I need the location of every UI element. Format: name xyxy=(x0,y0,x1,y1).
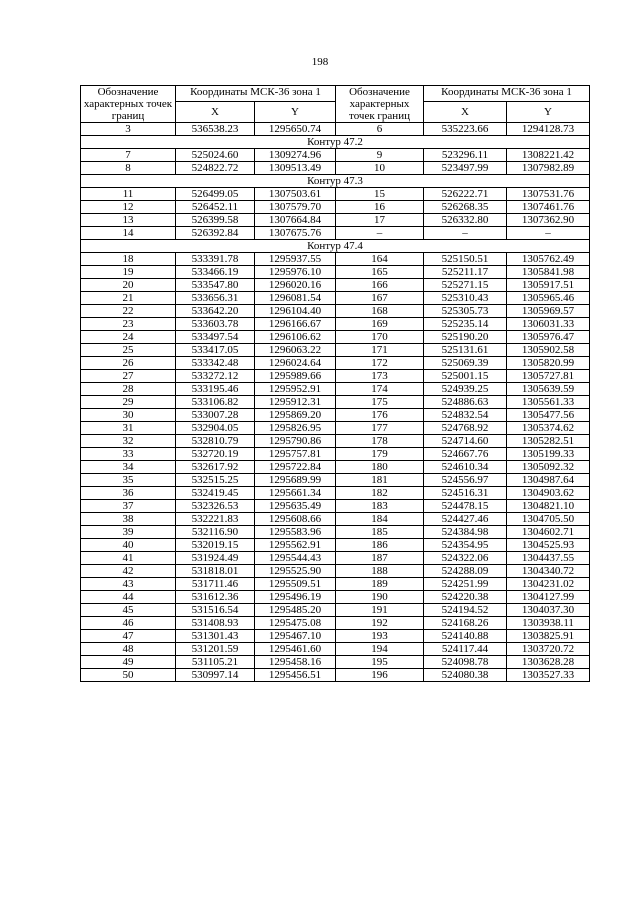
cell-point-left: 45 xyxy=(81,604,176,617)
cell-y-right: 1305841.98 xyxy=(507,266,590,279)
cell-y-right: 1303720.72 xyxy=(507,643,590,656)
table-row xyxy=(81,344,590,357)
cell-x-right: 524098.78 xyxy=(424,656,507,669)
cell-y-right: 1304231.02 xyxy=(507,578,590,591)
cell-y-left: 1296106.62 xyxy=(255,331,336,344)
cell-x-right: 524427.46 xyxy=(424,513,507,526)
cell-point-right: 183 xyxy=(336,500,424,513)
cell-y-right: 1307531.76 xyxy=(507,188,590,201)
cell-x-left: 533603.78 xyxy=(176,318,255,331)
table-row xyxy=(81,201,590,214)
contour-row xyxy=(81,136,590,149)
cell-y-right: 1303938.11 xyxy=(507,617,590,630)
table-row xyxy=(81,656,590,669)
header-point-left: Обозначение характерных точек границ xyxy=(81,86,176,123)
cell-x-left: 532419.45 xyxy=(176,487,255,500)
cell-point-left: 41 xyxy=(81,552,176,565)
cell-point-right: 179 xyxy=(336,448,424,461)
cell-y-left: 1295544.43 xyxy=(255,552,336,565)
cell-y-right: 1305639.59 xyxy=(507,383,590,396)
cell-y-left: 1296020.16 xyxy=(255,279,336,292)
cell-x-left: 533106.82 xyxy=(176,396,255,409)
cell-y-left: 1296063.22 xyxy=(255,344,336,357)
cell-y-left: 1295952.91 xyxy=(255,383,336,396)
table-row xyxy=(81,539,590,552)
cell-x-left: 532326.53 xyxy=(176,500,255,513)
cell-point-left: 24 xyxy=(81,331,176,344)
cell-x-right: 524288.09 xyxy=(424,565,507,578)
cell-y-left: 1295458.16 xyxy=(255,656,336,669)
table-row xyxy=(81,617,590,630)
table-row xyxy=(81,461,590,474)
cell-point-left: 49 xyxy=(81,656,176,669)
cell-x-left: 531301.43 xyxy=(176,630,255,643)
cell-x-left: 531201.59 xyxy=(176,643,255,656)
cell-point-right: 189 xyxy=(336,578,424,591)
cell-y-right: 1305477.56 xyxy=(507,409,590,422)
cell-x-right: 524080.38 xyxy=(424,669,507,682)
cell-y-left: 1296024.64 xyxy=(255,357,336,370)
cell-y-left: 1295525.90 xyxy=(255,565,336,578)
cell-y-right: 1307461.76 xyxy=(507,201,590,214)
table-row xyxy=(81,500,590,513)
cell-y-right: 1306031.33 xyxy=(507,318,590,331)
cell-y-left: 1295496.19 xyxy=(255,591,336,604)
cell-point-left: 36 xyxy=(81,487,176,500)
cell-y-right: 1305976.47 xyxy=(507,331,590,344)
cell-y-right: 1304602.71 xyxy=(507,526,590,539)
contour-label: Контур 47.3 xyxy=(81,175,590,188)
cell-point-left: 37 xyxy=(81,500,176,513)
cell-point-right: 6 xyxy=(336,123,424,136)
cell-y-left: 1307503.61 xyxy=(255,188,336,201)
cell-y-right: 1304821.10 xyxy=(507,500,590,513)
table-row xyxy=(81,409,590,422)
cell-point-left: 30 xyxy=(81,409,176,422)
table-row xyxy=(81,383,590,396)
cell-y-right: 1305561.33 xyxy=(507,396,590,409)
cell-x-right: 525271.15 xyxy=(424,279,507,292)
cell-y-right: 1294128.73 xyxy=(507,123,590,136)
cell-y-right: 1307982.89 xyxy=(507,162,590,175)
cell-point-left: 39 xyxy=(81,526,176,539)
cell-x-left: 525024.60 xyxy=(176,149,255,162)
table-row xyxy=(81,318,590,331)
cell-point-left: 22 xyxy=(81,305,176,318)
cell-point-left: 21 xyxy=(81,292,176,305)
table-row xyxy=(81,331,590,344)
header-x-left: X xyxy=(176,101,255,122)
cell-x-left: 532810.79 xyxy=(176,435,255,448)
cell-point-right: 10 xyxy=(336,162,424,175)
cell-y-left: 1295757.81 xyxy=(255,448,336,461)
cell-y-left: 1295912.31 xyxy=(255,396,336,409)
cell-y-right: 1303527.33 xyxy=(507,669,590,682)
cell-y-left: 1309513.49 xyxy=(255,162,336,175)
cell-x-left: 533342.48 xyxy=(176,357,255,370)
cell-x-left: 533417.05 xyxy=(176,344,255,357)
cell-y-left: 1295790.86 xyxy=(255,435,336,448)
cell-y-right: 1308221.42 xyxy=(507,149,590,162)
cell-point-left: 42 xyxy=(81,565,176,578)
cell-point-left: 40 xyxy=(81,539,176,552)
cell-y-right: 1305762.49 xyxy=(507,253,590,266)
cell-x-right: 524117.44 xyxy=(424,643,507,656)
cell-x-right: 525235.14 xyxy=(424,318,507,331)
cell-point-left: 47 xyxy=(81,630,176,643)
cell-y-right: 1305820.99 xyxy=(507,357,590,370)
cell-point-left: 18 xyxy=(81,253,176,266)
cell-y-right: 1307362.90 xyxy=(507,214,590,227)
table-row xyxy=(81,578,590,591)
table-row xyxy=(81,552,590,565)
table-row xyxy=(81,422,590,435)
cell-y-left: 1295722.84 xyxy=(255,461,336,474)
cell-point-left: 8 xyxy=(81,162,176,175)
cell-point-right: 171 xyxy=(336,344,424,357)
cell-x-right: 525001.15 xyxy=(424,370,507,383)
cell-y-right: 1304987.64 xyxy=(507,474,590,487)
cell-y-left: 1295635.49 xyxy=(255,500,336,513)
cell-x-right: 524251.99 xyxy=(424,578,507,591)
cell-x-right: 524768.92 xyxy=(424,422,507,435)
cell-x-right: 524516.31 xyxy=(424,487,507,500)
cell-point-right: 184 xyxy=(336,513,424,526)
cell-y-left: 1295475.08 xyxy=(255,617,336,630)
cell-y-left: 1307675.76 xyxy=(255,227,336,240)
cell-x-right: 524220.38 xyxy=(424,591,507,604)
table-row xyxy=(81,227,590,240)
cell-y-right: 1303628.28 xyxy=(507,656,590,669)
cell-x-right: 524140.88 xyxy=(424,630,507,643)
cell-point-right: 173 xyxy=(336,370,424,383)
cell-x-right: 526222.71 xyxy=(424,188,507,201)
cell-y-right: 1304037.30 xyxy=(507,604,590,617)
header-coords-right: Координаты МСК-36 зона 1 xyxy=(424,86,590,102)
cell-point-right: 196 xyxy=(336,669,424,682)
cell-x-right: 526268.35 xyxy=(424,201,507,214)
cell-point-right: 188 xyxy=(336,565,424,578)
cell-y-right: 1305969.57 xyxy=(507,305,590,318)
cell-y-right: 1305902.58 xyxy=(507,344,590,357)
table-row xyxy=(81,526,590,539)
table-row xyxy=(81,396,590,409)
cell-y-left: 1295461.60 xyxy=(255,643,336,656)
cell-y-left: 1295562.91 xyxy=(255,539,336,552)
cell-y-right: 1305965.46 xyxy=(507,292,590,305)
table-row xyxy=(81,162,590,175)
page-number: 198 xyxy=(311,56,329,68)
cell-x-right: 524194.52 xyxy=(424,604,507,617)
cell-x-right: 524354.95 xyxy=(424,539,507,552)
cell-x-right: 524610.34 xyxy=(424,461,507,474)
table-row xyxy=(81,435,590,448)
cell-x-right: 535223.66 xyxy=(424,123,507,136)
cell-y-left: 1295989.66 xyxy=(255,370,336,383)
cell-x-right: – xyxy=(424,227,507,240)
cell-x-left: 531924.49 xyxy=(176,552,255,565)
cell-y-left: 1295826.95 xyxy=(255,422,336,435)
table-row xyxy=(81,448,590,461)
cell-point-right: 16 xyxy=(336,201,424,214)
cell-y-right: 1304127.99 xyxy=(507,591,590,604)
cell-x-left: 533656.31 xyxy=(176,292,255,305)
cell-x-left: 531408.93 xyxy=(176,617,255,630)
table-row xyxy=(81,604,590,617)
cell-x-left: 533195.46 xyxy=(176,383,255,396)
cell-x-left: 532720.19 xyxy=(176,448,255,461)
header-coords-left: Координаты МСК-36 зона 1 xyxy=(176,86,336,102)
cell-point-left: 25 xyxy=(81,344,176,357)
cell-x-right: 524939.25 xyxy=(424,383,507,396)
cell-x-left: 532019.15 xyxy=(176,539,255,552)
cell-point-right: 165 xyxy=(336,266,424,279)
cell-point-right: 164 xyxy=(336,253,424,266)
cell-point-right: 186 xyxy=(336,539,424,552)
cell-y-right: 1305727.81 xyxy=(507,370,590,383)
table-body xyxy=(81,123,590,682)
cell-y-right: 1305374.62 xyxy=(507,422,590,435)
cell-point-left: 33 xyxy=(81,448,176,461)
table-row xyxy=(81,188,590,201)
cell-x-left: 533007.28 xyxy=(176,409,255,422)
header-y-left: Y xyxy=(255,101,336,122)
contour-row xyxy=(81,240,590,253)
cell-point-right: 182 xyxy=(336,487,424,500)
cell-y-right: 1305917.51 xyxy=(507,279,590,292)
cell-point-left: 29 xyxy=(81,396,176,409)
cell-point-left: 23 xyxy=(81,318,176,331)
table-row xyxy=(81,214,590,227)
cell-x-right: 525305.73 xyxy=(424,305,507,318)
contour-label: Контур 47.4 xyxy=(81,240,590,253)
cell-x-left: 530997.14 xyxy=(176,669,255,682)
table-row xyxy=(81,487,590,500)
cell-y-left: 1307579.70 xyxy=(255,201,336,214)
cell-point-left: 13 xyxy=(81,214,176,227)
cell-point-left: 43 xyxy=(81,578,176,591)
cell-point-left: 44 xyxy=(81,591,176,604)
cell-point-right: 190 xyxy=(336,591,424,604)
cell-y-left: 1295509.51 xyxy=(255,578,336,591)
cell-point-right: 167 xyxy=(336,292,424,305)
cell-x-left: 531612.36 xyxy=(176,591,255,604)
table-row xyxy=(81,292,590,305)
cell-point-right: – xyxy=(336,227,424,240)
cell-point-left: 46 xyxy=(81,617,176,630)
cell-point-right: 176 xyxy=(336,409,424,422)
cell-point-right: 166 xyxy=(336,279,424,292)
cell-x-left: 533547.80 xyxy=(176,279,255,292)
cell-y-left: 1295661.34 xyxy=(255,487,336,500)
cell-x-right: 524832.54 xyxy=(424,409,507,422)
cell-y-right: 1304903.62 xyxy=(507,487,590,500)
table-row xyxy=(81,669,590,682)
cell-x-left: 531516.54 xyxy=(176,604,255,617)
cell-point-right: 15 xyxy=(336,188,424,201)
cell-y-right: 1304340.72 xyxy=(507,565,590,578)
cell-point-left: 31 xyxy=(81,422,176,435)
cell-x-right: 524714.60 xyxy=(424,435,507,448)
cell-point-left: 50 xyxy=(81,669,176,682)
cell-y-left: 1295689.99 xyxy=(255,474,336,487)
cell-y-right: 1304525.93 xyxy=(507,539,590,552)
table-row xyxy=(81,266,590,279)
cell-x-left: 524822.72 xyxy=(176,162,255,175)
header-x-right: X xyxy=(424,101,507,122)
cell-point-left: 11 xyxy=(81,188,176,201)
cell-y-left: 1296166.67 xyxy=(255,318,336,331)
cell-y-left: 1295869.20 xyxy=(255,409,336,422)
cell-x-left: 533466.19 xyxy=(176,266,255,279)
table-header xyxy=(81,86,590,123)
cell-point-right: 9 xyxy=(336,149,424,162)
cell-y-left: 1295650.74 xyxy=(255,123,336,136)
cell-point-left: 26 xyxy=(81,357,176,370)
cell-x-right: 525069.39 xyxy=(424,357,507,370)
cell-y-right: – xyxy=(507,227,590,240)
cell-x-left: 526499.05 xyxy=(176,188,255,201)
cell-x-left: 532116.90 xyxy=(176,526,255,539)
cell-y-left: 1296081.54 xyxy=(255,292,336,305)
header-y-right: Y xyxy=(507,101,590,122)
cell-x-right: 524168.26 xyxy=(424,617,507,630)
cell-x-left: 531711.46 xyxy=(176,578,255,591)
cell-point-right: 175 xyxy=(336,396,424,409)
cell-x-left: 533391.78 xyxy=(176,253,255,266)
cell-point-right: 191 xyxy=(336,604,424,617)
cell-y-right: 1305199.33 xyxy=(507,448,590,461)
cell-point-left: 3 xyxy=(81,123,176,136)
cell-x-left: 531105.21 xyxy=(176,656,255,669)
cell-point-right: 185 xyxy=(336,526,424,539)
cell-x-left: 532221.83 xyxy=(176,513,255,526)
cell-y-left: 1295608.66 xyxy=(255,513,336,526)
table-row xyxy=(81,253,590,266)
cell-point-right: 193 xyxy=(336,630,424,643)
cell-y-right: 1303825.91 xyxy=(507,630,590,643)
cell-x-right: 525190.20 xyxy=(424,331,507,344)
cell-point-right: 180 xyxy=(336,461,424,474)
cell-point-right: 194 xyxy=(336,643,424,656)
cell-y-left: 1295937.55 xyxy=(255,253,336,266)
cell-point-left: 14 xyxy=(81,227,176,240)
cell-point-right: 172 xyxy=(336,357,424,370)
cell-x-left: 533642.20 xyxy=(176,305,255,318)
cell-x-right: 525150.51 xyxy=(424,253,507,266)
cell-x-right: 523296.11 xyxy=(424,149,507,162)
cell-y-left: 1295467.10 xyxy=(255,630,336,643)
cell-point-left: 35 xyxy=(81,474,176,487)
cell-x-left: 532515.25 xyxy=(176,474,255,487)
cell-y-left: 1295976.10 xyxy=(255,266,336,279)
cell-x-left: 526392.84 xyxy=(176,227,255,240)
table-row xyxy=(81,513,590,526)
table-row xyxy=(81,643,590,656)
cell-y-left: 1295583.96 xyxy=(255,526,336,539)
contour-row xyxy=(81,175,590,188)
cell-y-left: 1295456.51 xyxy=(255,669,336,682)
cell-point-left: 34 xyxy=(81,461,176,474)
cell-x-left: 526452.11 xyxy=(176,201,255,214)
cell-y-left: 1309274.96 xyxy=(255,149,336,162)
cell-point-right: 178 xyxy=(336,435,424,448)
table-row xyxy=(81,630,590,643)
cell-y-right: 1304705.50 xyxy=(507,513,590,526)
table-row xyxy=(81,565,590,578)
cell-x-right: 524886.63 xyxy=(424,396,507,409)
table-row xyxy=(81,370,590,383)
cell-point-right: 170 xyxy=(336,331,424,344)
cell-x-left: 531818.01 xyxy=(176,565,255,578)
cell-point-left: 19 xyxy=(81,266,176,279)
cell-point-left: 32 xyxy=(81,435,176,448)
cell-point-right: 169 xyxy=(336,318,424,331)
table-row xyxy=(81,357,590,370)
cell-point-right: 177 xyxy=(336,422,424,435)
cell-x-right: 524556.97 xyxy=(424,474,507,487)
table-row xyxy=(81,474,590,487)
cell-point-right: 168 xyxy=(336,305,424,318)
cell-point-left: 20 xyxy=(81,279,176,292)
cell-point-left: 48 xyxy=(81,643,176,656)
cell-x-left: 532617.92 xyxy=(176,461,255,474)
cell-point-left: 7 xyxy=(81,149,176,162)
cell-point-right: 192 xyxy=(336,617,424,630)
cell-x-left: 532904.05 xyxy=(176,422,255,435)
cell-point-right: 187 xyxy=(336,552,424,565)
cell-x-right: 523497.99 xyxy=(424,162,507,175)
cell-point-left: 28 xyxy=(81,383,176,396)
cell-x-right: 524667.76 xyxy=(424,448,507,461)
cell-y-left: 1307664.84 xyxy=(255,214,336,227)
cell-point-right: 181 xyxy=(336,474,424,487)
cell-point-left: 12 xyxy=(81,201,176,214)
cell-point-right: 195 xyxy=(336,656,424,669)
cell-y-right: 1305282.51 xyxy=(507,435,590,448)
cell-point-right: 174 xyxy=(336,383,424,396)
cell-x-right: 524322.06 xyxy=(424,552,507,565)
cell-point-left: 38 xyxy=(81,513,176,526)
table-row xyxy=(81,149,590,162)
cell-y-left: 1295485.20 xyxy=(255,604,336,617)
cell-x-left: 533272.12 xyxy=(176,370,255,383)
coordinates-table xyxy=(80,85,590,682)
cell-x-left: 536538.23 xyxy=(176,123,255,136)
cell-y-left: 1296104.40 xyxy=(255,305,336,318)
header-point-right: Обозначение характерных точек границ xyxy=(336,86,424,123)
cell-x-right: 524384.98 xyxy=(424,526,507,539)
cell-x-right: 526332.80 xyxy=(424,214,507,227)
cell-x-left: 526399.58 xyxy=(176,214,255,227)
cell-x-right: 525310.43 xyxy=(424,292,507,305)
cell-x-right: 525211.17 xyxy=(424,266,507,279)
cell-x-left: 533497.54 xyxy=(176,331,255,344)
cell-point-left: 27 xyxy=(81,370,176,383)
table-row xyxy=(81,305,590,318)
cell-point-right: 17 xyxy=(336,214,424,227)
cell-x-right: 525131.61 xyxy=(424,344,507,357)
table-row xyxy=(81,279,590,292)
cell-y-right: 1304437.55 xyxy=(507,552,590,565)
cell-x-right: 524478.15 xyxy=(424,500,507,513)
contour-label: Контур 47.2 xyxy=(81,136,590,149)
table-row xyxy=(81,123,590,136)
table-row xyxy=(81,591,590,604)
cell-y-right: 1305092.32 xyxy=(507,461,590,474)
